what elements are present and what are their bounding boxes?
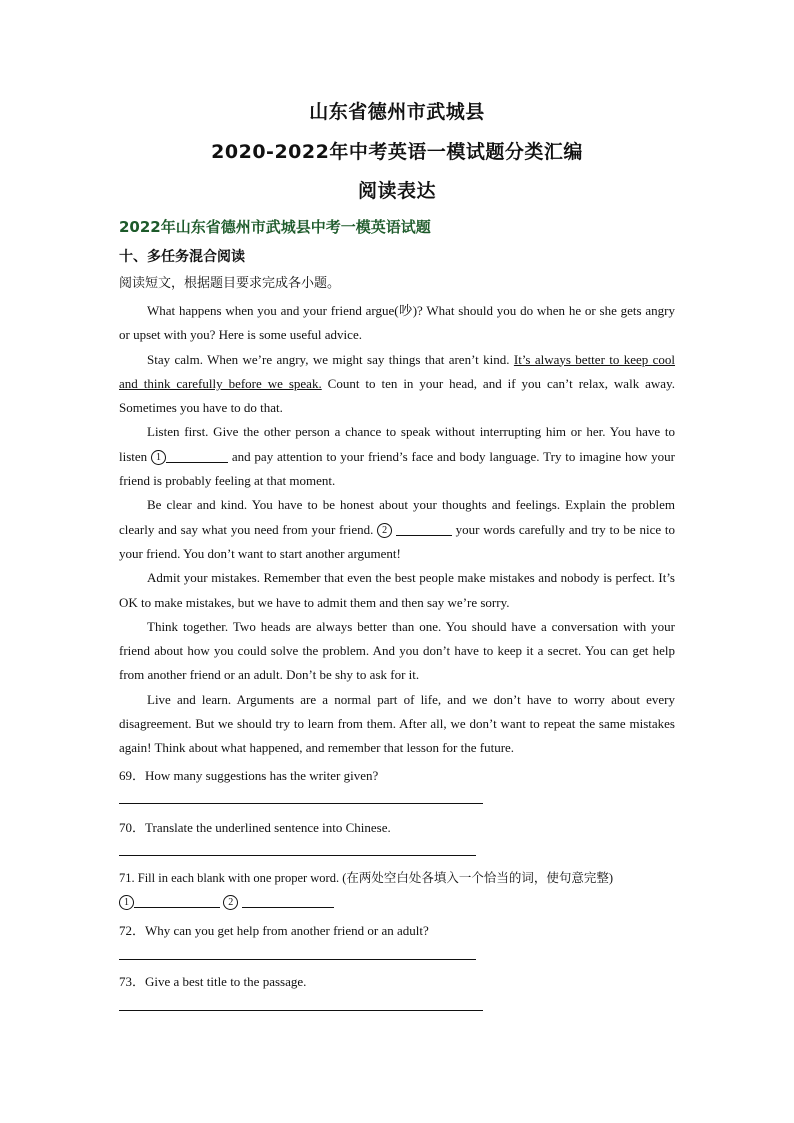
paragraph-1: What happens when you and your friend argue(吵)? What should you do when he or she gets angry or upset with you? Here is some useful advice. xyxy=(119,303,675,343)
paragraph-3-end: and pay attention to your friend’s face and body language. Try to imagine how your friend is probably feeling at that moment. xyxy=(119,448,675,489)
answer-2-line[interactable] xyxy=(242,895,334,908)
paragraph-3-start: Listen first. Give the other person a chance to speak without interrupting him or her. You have to listen xyxy=(119,424,675,464)
question-71-blanks xyxy=(119,894,334,910)
answer-1-line[interactable] xyxy=(134,895,220,908)
answer-line-72[interactable] xyxy=(119,959,476,960)
paragraph-7: Live and learn. Arguments are a normal part of life, and we don’t have to worry about every disagreement. But we should try to learn from them. After all, we don’t want to repeat the same mistakes again! Think about what happened, and remember that lesson for the future. xyxy=(119,691,675,756)
paragraph-2-end: Count to ten in your head, and if you can’t relax, walk away. Sometimes you have to do that. xyxy=(119,375,675,416)
reading-passage xyxy=(119,299,675,761)
paragraph-3 xyxy=(119,420,675,493)
blank-1-marker: 1 xyxy=(151,450,166,465)
paragraph-5: Admit your mistakes. Remember that even the best people make mistakes and nobody is perfect. It’s OK to make mistakes, but we have to admit them and then say we’re sorry. xyxy=(119,570,675,610)
paragraph-4-start: Be clear and kind. You have to be honest about your thoughts and feelings. Explain the problem clearly and say what you need from your friend. xyxy=(119,497,675,537)
section-heading: 十、多任务混合阅读 xyxy=(119,249,245,265)
answer-2-marker: 2 xyxy=(223,895,238,910)
paragraph-4 xyxy=(119,493,675,566)
document-title-line-1: 山东省德州市武城县 xyxy=(309,101,485,123)
answer-1-marker: 1 xyxy=(119,895,134,910)
question-73: 73．Give a best title to the passage. xyxy=(119,974,307,989)
blank-1-line xyxy=(166,450,228,463)
question-72: 72．Why can you get help from another friend or an adult? xyxy=(119,923,429,938)
exam-source-heading: 2022年山东省德州市武城县中考一模英语试题 xyxy=(119,218,431,236)
question-69: 69．How many suggestions has the writer given? xyxy=(119,768,379,783)
blank-2-line xyxy=(396,523,452,536)
document-title-line-3: 阅读表达 xyxy=(357,180,436,202)
question-71: 71. Fill in each blank with one proper word. (在两处空白处各填入一个恰当的词，使句意完整) xyxy=(119,871,614,885)
paragraph-6: Think together. Two heads are always better than one. You should have a conversation with your friend about how you could solve the problem. And you don’t have to keep it a secret. You can get help from another friend or an adult. Don’t be shy to ask for it. xyxy=(119,618,675,683)
answer-line-73[interactable] xyxy=(119,1010,483,1011)
answer-line-70[interactable] xyxy=(119,855,476,856)
question-70: 70．Translate the underlined sentence into Chinese. xyxy=(119,820,391,835)
blank-2-marker: 2 xyxy=(377,523,392,538)
document-title-line-2: 2020-2022年中考英语一模试题分类汇编 xyxy=(211,141,583,163)
paragraph-4-end: your words carefully and try to be nice to your friend. You don’t want to start another argument! xyxy=(119,521,676,561)
instruction-text: 阅读短文，根据题目要求完成各小题。 xyxy=(119,276,341,291)
answer-line-69[interactable] xyxy=(119,803,483,804)
paragraph-2-start: Stay calm. When we’re angry, we might say things that aren’t kind. xyxy=(147,351,514,367)
paragraph-2 xyxy=(119,348,675,421)
underlined-sentence: It’s always better to keep cool and think carefully before we speak. xyxy=(119,351,676,391)
